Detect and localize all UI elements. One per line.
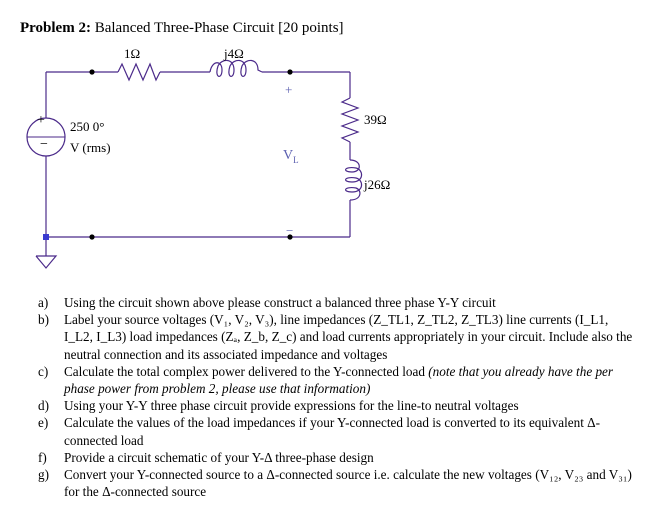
circuit-nodes bbox=[89, 69, 292, 239]
question-text: Using your Y-Y three phase circuit provide expressions for the line-to neutral voltages bbox=[64, 398, 519, 414]
question-item bbox=[38, 466, 638, 500]
question-marker: d) bbox=[38, 398, 49, 414]
load-resistance-label: 39Ω bbox=[364, 112, 387, 127]
question-item bbox=[38, 311, 638, 363]
question-text: Calculate the values of the load impedances if your Y-connected load is converted to its equivalent Δ-connected load bbox=[64, 415, 601, 448]
question-marker: b) bbox=[38, 312, 49, 328]
line-reactance-label: j4Ω bbox=[224, 46, 244, 61]
vl-plus-sign: + bbox=[285, 82, 293, 97]
load-inductor bbox=[346, 160, 362, 200]
question-marker: g) bbox=[38, 467, 49, 483]
question-item bbox=[38, 397, 638, 414]
ground-node bbox=[43, 234, 49, 240]
problem-heading: Balanced Three-Phase Circuit [20 points] bbox=[94, 20, 344, 36]
vl-symbol: V bbox=[283, 148, 294, 163]
circuit-wires bbox=[46, 72, 350, 250]
question-item bbox=[38, 363, 638, 397]
source-minus-sign: − bbox=[40, 137, 48, 152]
question-marker: f) bbox=[38, 449, 47, 465]
ground-icon bbox=[36, 250, 56, 268]
question-marker: a) bbox=[38, 295, 49, 310]
vl-minus-sign: − bbox=[286, 223, 294, 238]
source-magnitude-label: 250 0° bbox=[70, 119, 105, 134]
line-resistance-label: 1Ω bbox=[124, 46, 141, 61]
vl-subscript: L bbox=[293, 154, 299, 165]
source-plus-sign: + bbox=[37, 113, 45, 128]
line-inductor bbox=[210, 60, 262, 76]
load-resistor bbox=[342, 98, 358, 142]
question-item bbox=[38, 414, 638, 448]
question-item bbox=[38, 449, 638, 466]
question-marker: e) bbox=[38, 415, 49, 431]
line-resistor bbox=[118, 64, 160, 80]
problem-label: Problem 2: bbox=[20, 20, 91, 36]
vl-label bbox=[283, 148, 299, 165]
load-reactance-label: j26Ω bbox=[364, 177, 391, 192]
question-text: Calculate the total complex power delivered to the Y-connected load bbox=[64, 363, 425, 379]
question-text: Using the circuit shown above please construct a balanced three phase Y-Y circuit bbox=[64, 295, 496, 310]
question-list bbox=[38, 294, 638, 500]
source-unit-label: V (rms) bbox=[70, 140, 111, 155]
question-text: Convert your Y-connected source to a Δ-connected source i.e. calculate the new voltages (V₁₂, V₂₃ and V₃₁) for the Δ-connected source bbox=[64, 467, 632, 500]
question-text: Provide a circuit schematic of your Y-Δ three-phase design bbox=[64, 449, 374, 465]
question-item bbox=[38, 294, 638, 311]
question-text: Label your source voltages (V₁, V₂, V₃), line impedances (Z_TL1, Z_TL2, Z_TL3) line currents (I_L1, I_L2, I_L3) load impedances (Zₐ, Z_b, Z_c) and load currents appropriately in your circuit. Include also the neutral connection and its associated impedance and voltages bbox=[64, 312, 633, 362]
question-marker: c) bbox=[38, 363, 49, 379]
question-note: (note that you already have the per phase power from problem 2, please use that information) bbox=[64, 363, 614, 397]
